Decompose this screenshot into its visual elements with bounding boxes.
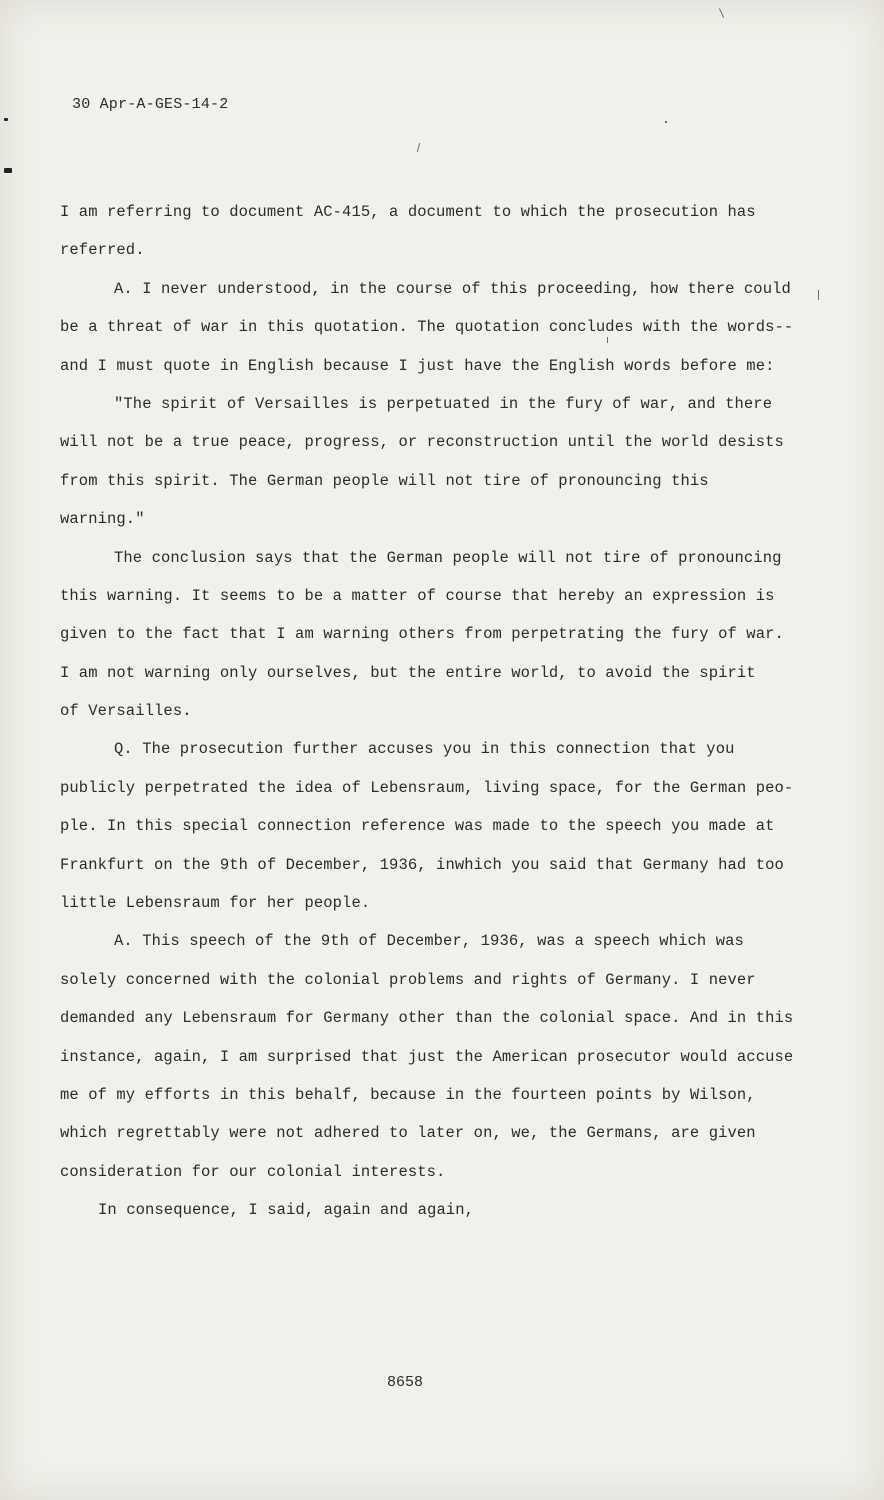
document-header-id: 30 Apr-A-GES-14-2 xyxy=(72,96,229,113)
text-line: ple. In this special connection reference was made to the speech you made at xyxy=(60,817,775,836)
text-line: demanded any Lebensraum for Germany other than the colonial space. And in this xyxy=(60,1009,794,1028)
text-line: of Versailles. xyxy=(60,702,192,721)
quote-line: will not be a true peace, progress, or reconstruction until the world desists xyxy=(60,433,784,452)
text-line: which regrettably were not adhered to later on, we, the Germans, are given xyxy=(60,1124,756,1143)
text-line: A. I never understood, in the course of this proceeding, how there could xyxy=(114,279,791,298)
text-line: and I must quote in English because I just have the English words before me: xyxy=(60,356,775,375)
text-line: solely concerned with the colonial problems and rights of Germany. I never xyxy=(60,970,756,989)
text-line: little Lebensraum for her people. xyxy=(60,894,371,913)
text-line: publicly perpetrated the idea of Lebensraum, living space, for the German peo- xyxy=(60,778,794,797)
text-line: referred. xyxy=(60,241,145,260)
quote-line: "The spirit of Versailles is perpetuated in the fury of war, and there xyxy=(114,394,773,413)
text-line: Q. The prosecution further accuses you in this connection that you xyxy=(114,740,735,759)
text-line: Frankfurt on the 9th of December, 1936, inwhich you said that Germany had too xyxy=(60,855,784,874)
quote-line: from this spirit. The German people will not tire of pronouncing this xyxy=(60,471,709,490)
paper-speck xyxy=(665,121,667,123)
text-line: be a threat of war in this quotation. The quotation concludes with the words-- xyxy=(60,318,794,337)
binder-hole-mark xyxy=(4,168,12,173)
quote-line: warning." xyxy=(60,510,145,529)
text-line: A. This speech of the 9th of December, 1936, was a speech which was xyxy=(114,932,744,951)
text-line: In consequence, I said, again and again, xyxy=(98,1201,475,1220)
paper-speck xyxy=(719,8,724,17)
paper-speck xyxy=(417,143,420,152)
text-line: I am referring to document AC-415, a document to which the prosecution has xyxy=(60,203,756,221)
text-line: given to the fact that I am warning others from perpetrating the fury of war. xyxy=(60,625,784,644)
page-number: 8658 xyxy=(386,1374,423,1391)
text-line: this warning. It seems to be a matter of course that hereby an expression is xyxy=(60,586,775,605)
text-line: consideration for our colonial interests. xyxy=(60,1162,446,1181)
text-line: instance, again, I am surprised that just the American prosecutor would accuse xyxy=(60,1047,794,1066)
transcript-body xyxy=(60,193,840,1230)
binder-hole-mark xyxy=(4,118,8,121)
text-line: me of my efforts in this behalf, because in the fourteen points by Wilson, xyxy=(60,1085,756,1104)
text-line: I am not warning only ourselves, but the entire world, to avoid the spirit xyxy=(60,663,756,682)
text-line: The conclusion says that the German people will not tire of pronouncing xyxy=(114,548,782,567)
